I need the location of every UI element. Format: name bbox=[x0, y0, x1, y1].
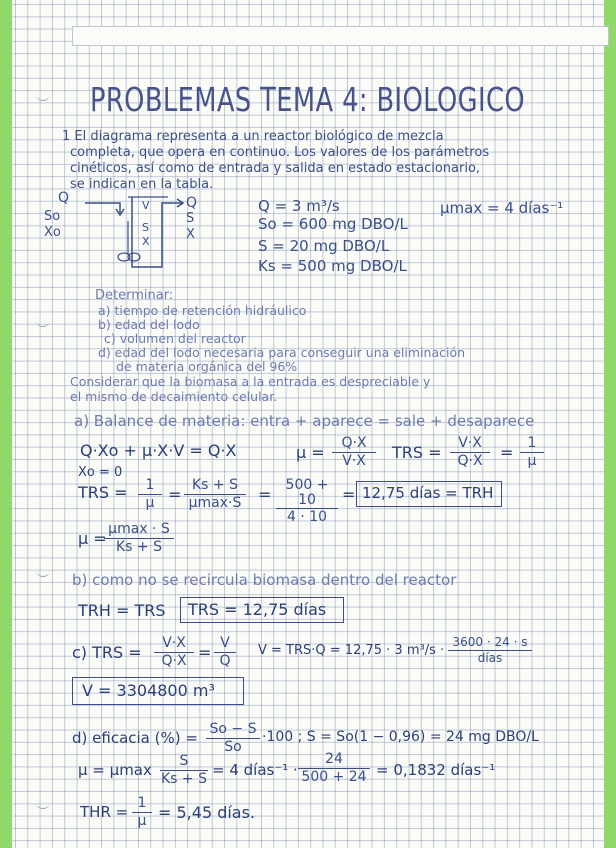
determine-item: a) tiempo de retención hidráulico bbox=[98, 303, 307, 318]
part-d-mu-res: = 0,1832 días⁻¹ bbox=[376, 761, 496, 779]
punch-hole-mark bbox=[36, 800, 50, 809]
page-title: PROBLEMAS TEMA 4: BIOLOGICO bbox=[90, 80, 525, 119]
part-d-frac bbox=[206, 722, 260, 754]
part-a-monod-lhs: μ = bbox=[78, 529, 107, 548]
part-c-calc: V = TRS·Q = 12,75 · 3 m³/s · bbox=[258, 643, 445, 658]
param-umax: μmax = 4 días⁻¹ bbox=[440, 199, 564, 217]
statement-line: cinéticos, así como de entrada y salida en estado estacionario, bbox=[70, 161, 481, 176]
part-a-mu-frac bbox=[332, 436, 376, 468]
part-c-lhs: c) TRS = bbox=[72, 643, 142, 662]
diagram-q-out: Q bbox=[186, 195, 198, 211]
frac-den: 4 · 10 bbox=[286, 509, 328, 526]
frac-num: V bbox=[220, 635, 230, 651]
part-a-trs2-frac1 bbox=[138, 478, 162, 510]
part-a-inv-frac bbox=[520, 436, 544, 468]
frac-num: Q·X bbox=[341, 435, 367, 451]
frac-num: S bbox=[179, 753, 189, 769]
part-a-eq: = bbox=[500, 443, 514, 462]
part-a-trs2-lhs: TRS = bbox=[78, 483, 128, 502]
frac-num: 1 bbox=[527, 435, 537, 451]
statement-line: 1 El diagrama representa a un reactor biológico de mezcla bbox=[62, 129, 444, 144]
frac-den: Ks + S bbox=[116, 538, 162, 555]
part-a-mu-lhs: μ = bbox=[296, 443, 325, 462]
frac-den: V·X bbox=[342, 452, 366, 469]
part-a-trs2-frac2 bbox=[184, 478, 246, 510]
frac-num: V·X bbox=[162, 635, 186, 651]
part-d-mu-frac2 bbox=[298, 752, 370, 784]
frac-num: V·X bbox=[458, 435, 482, 451]
param-ks: Ks = 500 mg DBO/L bbox=[258, 257, 407, 275]
frac-den: μ bbox=[137, 812, 147, 829]
determine-note: Considerar que la biomasa a la entrada es despreciable y bbox=[70, 374, 431, 389]
frac-den: 500 + 24 bbox=[301, 768, 367, 785]
diagram-q-in: Q bbox=[58, 190, 70, 206]
frac-den: μmax·S bbox=[188, 494, 242, 511]
part-b-eq: TRH = TRS bbox=[78, 601, 166, 620]
part-c-eq: = bbox=[198, 643, 212, 662]
frac-den: Q·X bbox=[161, 652, 187, 669]
diagram-xo: Xo bbox=[44, 225, 61, 240]
frac-den: Q bbox=[219, 652, 231, 669]
part-a-trs2-frac3 bbox=[276, 478, 338, 525]
frac-num: 500 + 10 bbox=[285, 477, 329, 508]
part-a-monod-frac bbox=[104, 522, 174, 554]
part-a-result: 12,75 días = TRH bbox=[362, 484, 494, 502]
statement-line: completa, que opera en continuo. Los valores de los parámetros bbox=[70, 145, 490, 160]
frac-num: 3600 · 24 · s bbox=[452, 635, 528, 649]
part-b-heading: b) como no se recircula biomasa dentro del reactor bbox=[72, 571, 457, 589]
frac-num: 1 bbox=[137, 795, 147, 811]
diagram-so: So bbox=[44, 209, 61, 224]
diagram-x-out: X bbox=[186, 227, 195, 242]
punch-hole-mark bbox=[36, 318, 50, 327]
diagram-v: V bbox=[142, 199, 150, 212]
diagram-x-inside: X bbox=[142, 235, 150, 248]
frac-den: So bbox=[224, 738, 242, 755]
frac-den: días bbox=[477, 650, 503, 665]
part-a-trs-frac bbox=[450, 436, 490, 468]
part-d-rest: ·100 ; S = So(1 − 0,96) = 24 mg DBO/L bbox=[262, 729, 539, 745]
determine-heading: Determinar: bbox=[95, 288, 174, 303]
frac-num: Ks + S bbox=[192, 477, 238, 493]
part-c-frac2 bbox=[214, 636, 236, 668]
part-d-mu-lhs: μ = μmax bbox=[78, 761, 152, 779]
frac-den: Q·X bbox=[457, 452, 483, 469]
param-q: Q = 3 m³/s bbox=[258, 197, 340, 215]
determine-item: de materia orgánica del 96% bbox=[116, 359, 298, 374]
part-c-frac1 bbox=[154, 636, 194, 668]
part-d-mu-mid: = 4 días⁻¹ · bbox=[212, 761, 298, 779]
frac-num: 1 bbox=[145, 477, 155, 493]
part-a-trs-lhs: TRS = bbox=[392, 443, 442, 462]
diagram-s-inside: S bbox=[142, 221, 149, 234]
frac-den: μ bbox=[527, 452, 537, 469]
determine-note: el mismo de decaimiento celular. bbox=[70, 389, 278, 404]
determine-item: d) edad del lodo necesaria para conseguir una eliminación bbox=[98, 345, 466, 360]
header-strip bbox=[72, 26, 609, 46]
diagram-s-out: S bbox=[186, 211, 195, 226]
statement-line: se indican en la tabla. bbox=[70, 177, 214, 192]
part-a-eq: = bbox=[168, 485, 182, 504]
part-d-lhs: d) eficacia (%) = bbox=[72, 729, 198, 747]
part-d-thr-lhs: THR = bbox=[80, 803, 129, 821]
part-d-thr-res: = 5,45 días. bbox=[158, 803, 256, 822]
frac-den: μ bbox=[145, 494, 155, 511]
determine-item: b) edad del lodo bbox=[98, 317, 200, 332]
part-a-heading: a) Balance de materia: entra + aparece = sale + desaparece bbox=[74, 412, 535, 430]
determine-item: c) volumen del reactor bbox=[104, 331, 246, 346]
frac-num: μmax · S bbox=[108, 521, 170, 537]
part-c-result: V = 3304800 m³ bbox=[82, 681, 215, 700]
part-d-thr-frac bbox=[132, 796, 152, 828]
part-a-eq: = bbox=[258, 485, 272, 504]
frac-num: So − S bbox=[209, 721, 257, 737]
punch-hole-mark bbox=[36, 568, 50, 577]
param-so: So = 600 mg DBO/L bbox=[258, 215, 408, 233]
frac-den: Ks + S bbox=[161, 770, 207, 787]
part-c-frac3 bbox=[448, 636, 532, 664]
part-b-result: TRS = 12,75 días bbox=[188, 600, 327, 619]
part-a-balance: Q·Xo + μ·X·V = Q·X bbox=[80, 441, 237, 460]
punch-hole-mark bbox=[36, 92, 50, 101]
part-d-mu-frac bbox=[160, 754, 208, 786]
part-a-xo: Xo = 0 bbox=[78, 465, 123, 480]
part-a-eq: = bbox=[342, 485, 356, 504]
frac-num: 24 bbox=[325, 751, 343, 767]
param-s: S = 20 mg DBO/L bbox=[258, 237, 390, 255]
